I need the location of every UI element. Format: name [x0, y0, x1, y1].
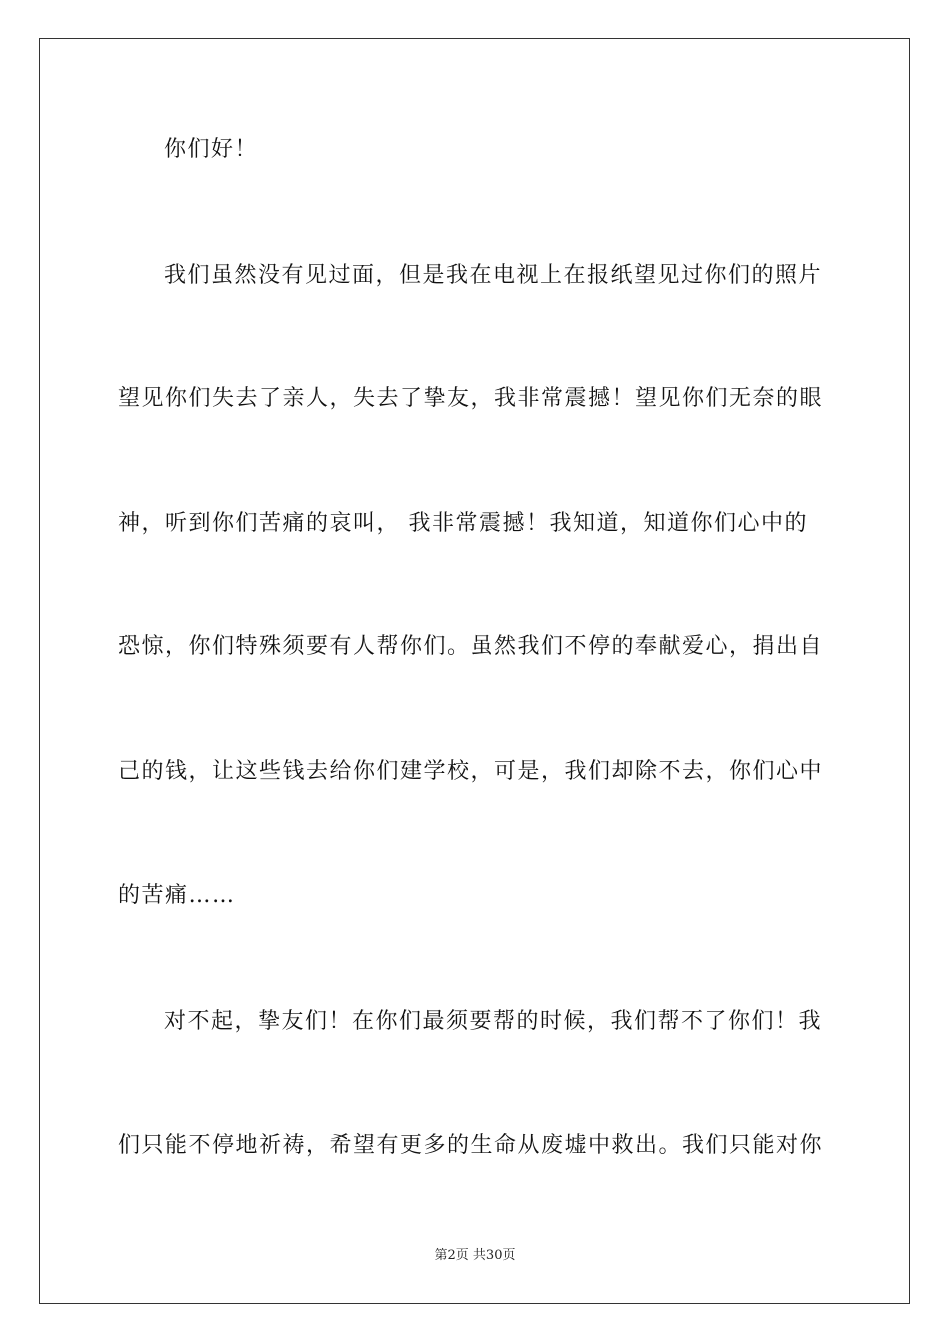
page-number-footer: 第2页 共30页 [434, 1248, 516, 1263]
paragraph-line: 望见你们失去了亲人，失去了挚友，我非常震撼！望见你们无奈的眼 [118, 386, 824, 411]
paragraph-line: 的苦痛…… [118, 883, 236, 908]
page-frame [39, 38, 910, 1304]
paragraph-line: 对不起，挚友们！在你们最须要帮的时候，我们帮不了你们！我 [164, 1009, 823, 1034]
paragraph-line: 们只能不停地祈祷，希望有更多的生命从废墟中救出。我们只能对你 [118, 1133, 824, 1158]
greeting-line: 你们好！ [164, 137, 259, 162]
paragraph-line: 我们虽然没有见过面，但是我在电视上在报纸望见过你们的照片 [164, 263, 823, 288]
paragraph-line: 己的钱，让这些钱去给你们建学校，可是，我们却除不去，你们心中 [118, 759, 824, 784]
paragraph-line: 恐惊，你们特殊须要有人帮你们。虽然我们不停的奉献爱心，捐出自 [118, 634, 824, 659]
paragraph-line: 神，听到你们苦痛的哀叫， 我非常震撼！我知道，知道你们心中的 [118, 511, 808, 536]
